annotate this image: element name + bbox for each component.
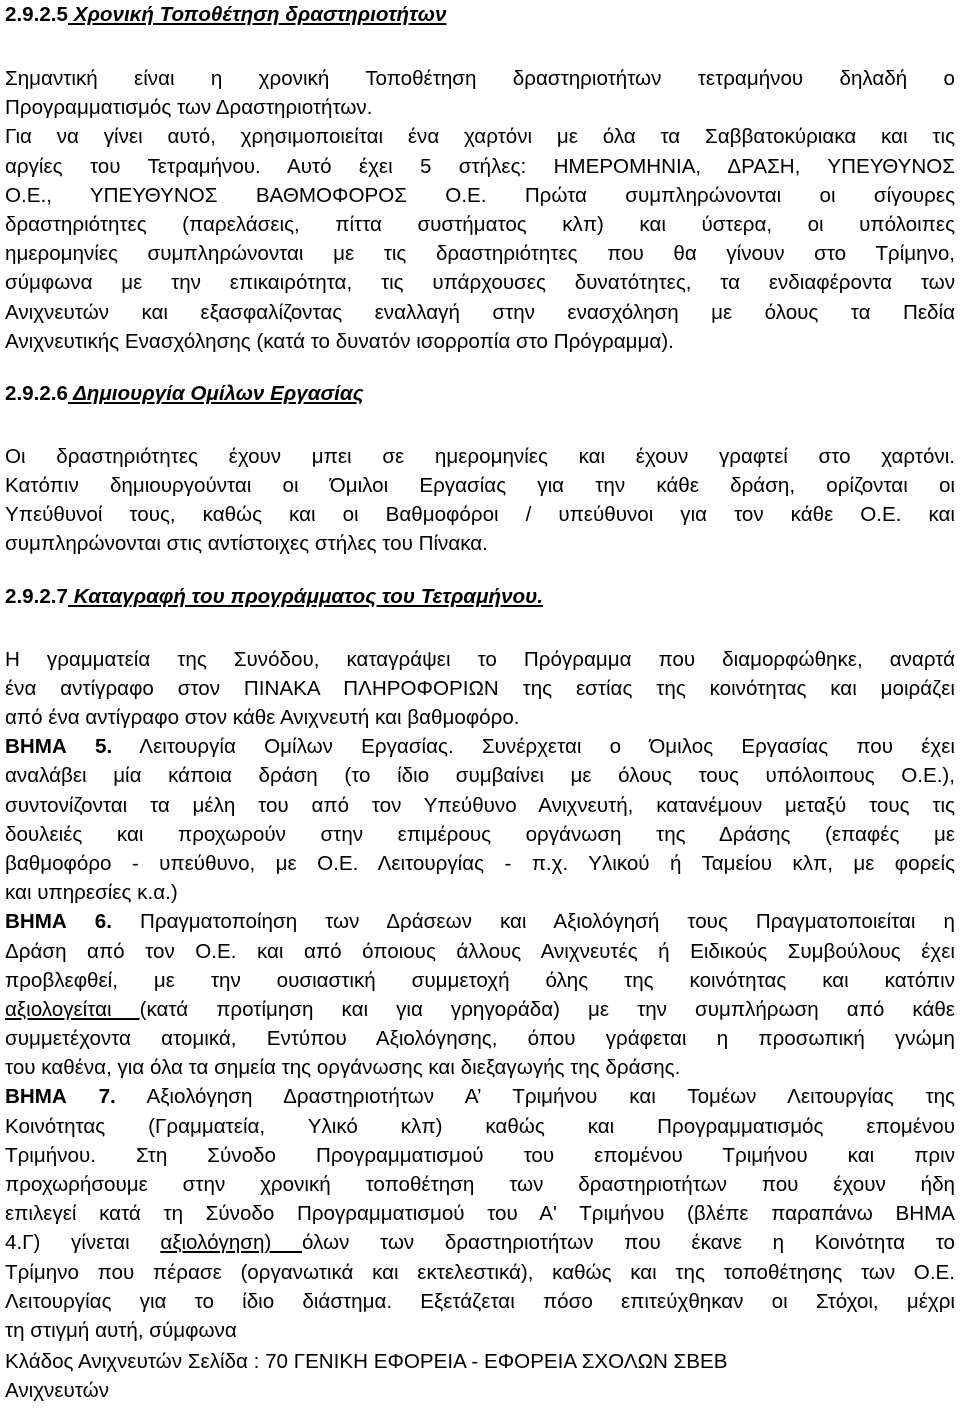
text-line: Κοινότητας (Γραμματεία, Υλικό κλπ) καθώς και Προγραμματισμός επομένου	[5, 1114, 955, 1138]
text-line: Τριμήνου. Στη Σύνοδο Προγραμματισμού του επομένου Τριμήνου και πριν	[5, 1143, 955, 1167]
text-fragment: όλων των δραστηριοτήτων που έκανε η Κοινότητα το	[301, 1231, 955, 1255]
text-line: Κατόπιν δημιουργούνται οι Όμιλοι Εργασίας για την κάθε δράση, ορίζονται οι	[5, 474, 955, 498]
underlined-term: αξιολογείται	[5, 997, 140, 1021]
text-line: αργίες του Τετραμήνου. Αυτό έχει 5 στήλες: ΗΜΕΡΟΜΗΝΙΑ, ΔΡΑΣΗ, ΥΠΕΥΘΥΝΟΣ	[5, 154, 955, 178]
text-line: ημερομηνίες συμπληρώνονται με τις δραστηριότητες που θα γίνουν στο Τρίμηνο,	[5, 242, 955, 266]
text-line: Για να γίνει αυτό, χρησιμοποιείται ένα χαρτόνι με όλα τα Σαββατοκύριακα και τις	[5, 125, 955, 149]
text-line: του καθένα, για όλα τα σημεία της οργάνωσης και διεξαγωγής της δράσης.	[5, 1056, 681, 1080]
text-line	[5, 1228, 955, 1257]
text-line: συμπληρώνονται στις αντίστοιχες στήλες του Πίνακα.	[5, 532, 488, 556]
text-line: Ανιχνευτικής Ενασχόλησης (κατά το δυνατόν ισορροπία στο Πρόγραμμα).	[5, 329, 674, 353]
text-line: επιλεγεί κατά τη Σύνοδο Προγραμματισμού του Α' Τριμήνου (βλέπε παραπάνω ΒΗΜΑ	[5, 1202, 955, 1226]
text-line: Δράση από τον Ο.Ε. και από όποιους άλλους Ανιχνευτές ή Ειδικούς Συμβούλους έχει	[5, 939, 955, 963]
text-fragment: 4.Γ) γίνεται	[5, 1231, 161, 1255]
text-line: Ο.Ε., ΥΠΕΥΘΥΝΟΣ ΒΑΘΜΟΦΟΡΟΣ Ο.Ε. Πρώτα συμπληρώνονται οι σίγουρες	[5, 183, 955, 207]
text-line: Οι δραστηριότητες έχουν μπει σε ημερομηνίες και έχουν γραφτεί στο χαρτόνι.	[5, 444, 955, 468]
text-fragment: (κατά προτίμηση και για γρηγοράδα) με την συμπλήρωση από κάθε	[139, 997, 955, 1021]
step-6-line	[5, 907, 955, 936]
text-line: συντονίζονται τα μέλη του από τον Υπεύθυνο Ανιχνευτή, κατανέμουν μεταξύ τους τις	[5, 793, 955, 817]
text-line: Ανιχνευτών και εξασφαλίζοντας εναλλαγή στην ενασχόληση με όλους τα Πεδία	[5, 300, 955, 324]
section-paragraph	[5, 442, 955, 559]
section-title: Χρονική Τοποθέτηση δραστηριοτήτων	[73, 3, 447, 26]
text-line: Υπεύθυνοί τους, καθώς και οι Βαθμοφόροι / υπεύθυνοι για τον κάθε Ο.Ε. και	[5, 503, 955, 527]
footer-line: Ανιχνευτών	[5, 1379, 110, 1403]
text-line: βαθμοφόρο - υπεύθυνο, με Ο.Ε. Λειτουργίας - π.χ. Υλικού ή Ταμείου κλπ, με φορείς	[5, 851, 955, 875]
text-line: συμμετέχοντα ατομικά, Εντύπου Αξιολόγησης, όπου γράφεται η προσωπική γνώμη	[5, 1027, 955, 1051]
text-line: από ένα αντίγραφο στον κάθε Ανιχνευτή και βαθμοφόρο.	[5, 706, 520, 729]
step-6-title: Πραγματοποίηση των Δράσεων και Αξιολόγησή τους Πραγματοποιείται η	[111, 910, 955, 934]
step-7-title: Αξιολόγηση Δραστηριοτήτων Α’ Τριμήνου και Τομέων Λειτουργίας της	[115, 1085, 955, 1109]
text-line: Τρίμηνο που πέρασε (οργανωτικά και εκτελεστικά), καθώς και της τοποθέτησης των Ο.Ε.	[5, 1260, 955, 1284]
text-line: Λειτουργίας για το ίδιο διάστημα. Εξετάζεται πόσο επιτεύχθηκαν οι Στόχοι, μέχρι	[5, 1289, 955, 1313]
step-5-title: Λειτουργία Ομίλων Εργασίας. Συνέρχεται ο Όμιλος Εργασίας που έχει	[112, 735, 955, 759]
section-title: Καταγραφή του προγράμματος του Τετραμήνου.	[73, 584, 544, 608]
text-line: δραστηριότητες (παρελάσεις, πίττα συστήματος κλπ) και ύστερα, οι υπόλοιπες	[5, 212, 955, 236]
step-6-label: ΒΗΜΑ 6.	[5, 910, 112, 934]
step-5-label: ΒΗΜΑ 5.	[5, 735, 113, 759]
section-heading-2-9-2-6	[5, 380, 955, 408]
text-line: προχωρήσουμε στην χρονική τοποθέτηση των δραστηριοτήτων που έχουν ήδη	[5, 1173, 955, 1196]
text-line: Σημαντική είναι η χρονική Τοποθέτηση δραστηριοτήτων τετραμήνου δηλαδή ο	[5, 67, 955, 90]
section-number: 2.9.2.5	[5, 3, 68, 26]
section-title: Δημιουργία Ομίλων Εργασίας	[72, 381, 364, 405]
text-line: Η γραμματεία της Συνόδου, καταγράψει το Πρόγραμμα που διαμορφώθηκε, αναρτά	[5, 647, 955, 671]
section-number: 2.9.2.6	[5, 381, 68, 405]
section-paragraph	[5, 64, 955, 356]
text-line: προβλεφθεί, με την ουσιαστική συμμετοχή όλης της κοινότητας και κατόπιν	[5, 968, 955, 992]
text-line	[5, 995, 955, 1024]
step-7-label: ΒΗΜΑ 7.	[5, 1085, 116, 1109]
text-line: ένα αντίγραφο στον ΠΙΝΑΚΑ ΠΛΗΡΟΦΟΡΙΩΝ της εστίας της κοινότητας και μοιράζει	[5, 676, 955, 700]
section-heading-2-9-2-7	[5, 583, 955, 611]
text-line: Προγραμματισμός των Δραστηριοτήτων.	[5, 96, 373, 120]
section-paragraph	[5, 645, 955, 1346]
section-number: 2.9.2.7	[5, 584, 68, 608]
page-footer	[5, 1347, 955, 1405]
step-7-line	[5, 1082, 955, 1111]
document-page	[5, 0, 955, 1405]
text-line: τη στιγμή αυτή, σύμφωνα	[5, 1318, 237, 1342]
text-line: και υπηρεσίες κ.α.)	[5, 881, 178, 905]
section-heading-2-9-2-5	[5, 1, 955, 29]
underlined-term: αξιολόγηση)	[160, 1231, 302, 1255]
text-line: δουλειές και προχωρούν στην επιμέρους οργάνωση της Δράσης (επαφές με	[5, 822, 955, 846]
text-line: σύμφωνα με την επικαιρότητα, τις υπάρχουσες δυνατότητες, τα ενδιαφέροντα των	[5, 271, 955, 295]
step-5-line	[5, 732, 955, 761]
text-line: αναλάβει μία κάποια δράση (το ίδιο συμβαίνει με όλους τους υπόλοιπους Ο.Ε.),	[5, 764, 955, 788]
footer-line: Κλάδος Ανιχνευτών Σελίδα : 70 ΓΕΝΙΚΗ ΕΦΟΡΕΙΑ - ΕΦΟΡΕΙΑ ΣΧΟΛΩΝ ΣΒΕΒ	[5, 1350, 728, 1374]
